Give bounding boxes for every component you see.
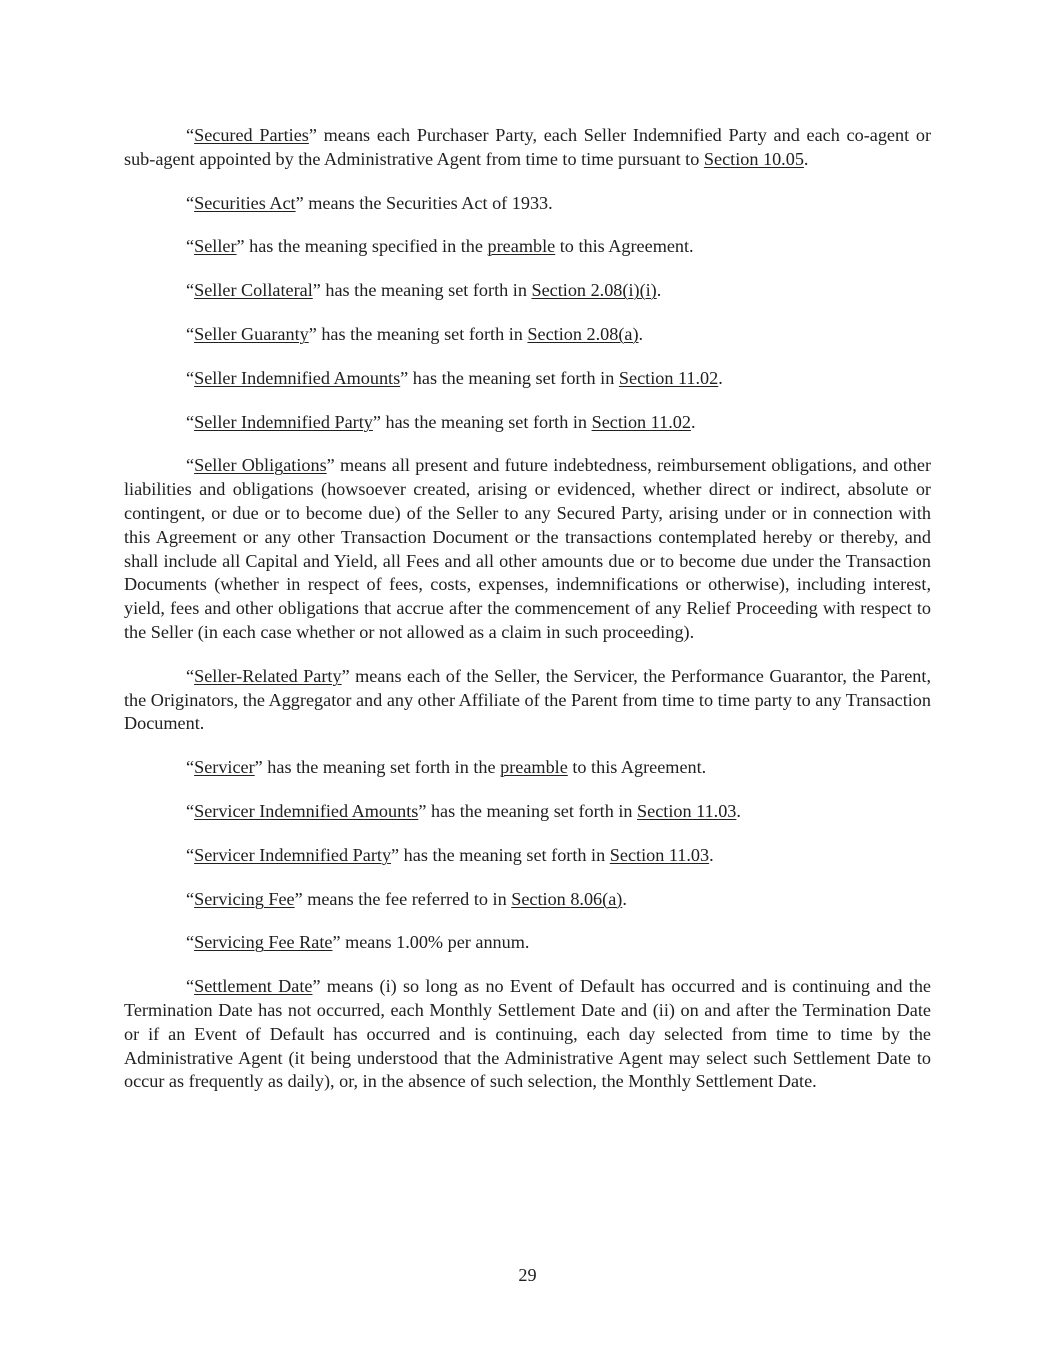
open-quote: “: [186, 932, 195, 953]
definition-tail: .: [622, 888, 627, 909]
definition-text: ” has the meaning set forth in: [308, 323, 528, 344]
defined-term: Seller Collateral: [194, 280, 313, 301]
open-quote: “: [186, 367, 195, 388]
definition-tail: .: [718, 367, 723, 388]
definition-securities-act: [124, 192, 931, 216]
section-reference: preamble: [500, 757, 568, 778]
definition-seller-collateral: [124, 279, 931, 303]
defined-term: Servicer Indemnified Party: [194, 844, 392, 865]
section-reference: Section 8.06(a): [511, 888, 623, 909]
open-quote: “: [186, 411, 195, 432]
definition-tail: .: [656, 280, 662, 301]
page-number: 29: [518, 1265, 537, 1285]
definition-seller-indemnified-amounts: [124, 367, 931, 391]
open-quote: “: [186, 844, 195, 865]
open-quote: “: [186, 236, 195, 257]
definition-text: ” means 1.00% per annum.: [332, 932, 530, 953]
defined-term: Servicer: [194, 757, 255, 778]
definition-text: ” has the meaning set forth in: [372, 411, 592, 432]
definitions-list: [124, 124, 931, 1114]
open-quote: “: [186, 125, 195, 145]
definition-text: ” has the meaning set forth in: [418, 800, 638, 821]
definition-tail: .: [736, 800, 741, 821]
definition-settlement-date: [124, 975, 931, 1094]
section-reference: Section 11.02: [591, 411, 691, 432]
definition-tail: to this Agreement.: [555, 236, 694, 257]
definition-text: ” has the meaning set forth in: [400, 367, 619, 388]
open-quote: “: [186, 976, 195, 997]
defined-term: Secured Parties: [194, 125, 309, 145]
definition-tail: .: [690, 411, 696, 432]
definition-seller: [124, 235, 931, 259]
open-quote: “: [186, 757, 195, 778]
definition-seller-obligations: [124, 454, 931, 644]
defined-term: Servicer Indemnified Amounts: [194, 800, 419, 821]
definition-seller-guaranty: [124, 323, 931, 347]
section-reference: Section 11.03: [637, 800, 737, 821]
defined-term: Seller Obligations: [194, 455, 327, 476]
open-quote: “: [186, 323, 195, 344]
defined-term: Seller-Related Party: [194, 665, 342, 686]
section-reference: Section 11.02: [618, 367, 719, 388]
defined-term: Seller: [194, 236, 237, 257]
definition-text: ” means each Purchaser Party, each Seller Indemnified Party and each co-agent or sub-agent appointed by the Administrative Agent from time to time pursuant to: [124, 125, 932, 169]
definition-seller-related-party: [124, 665, 931, 736]
definition-text: ” means each of the Seller, the Servicer, the Performance Guarantor, the Parent, the Originators, the Aggregator and any other Affiliate of the Parent from time to time party to any Transaction Document.: [124, 665, 931, 734]
defined-term: Securities Act: [194, 192, 296, 213]
section-reference: Section 2.08(i)(i): [531, 280, 657, 301]
definition-text: ” means all present and future indebtedness, reimbursement obligations, and other liabilities and obligations (howsoever created, arising or evidenced, whether direct or indirect, absolute or contingent, or due or to become due) of the Seller to any Secured Party, arising under or in connection with this Agreement or any other Transaction Document or the transactions contemplated hereby or thereby, and shall include all Capital and Yield, all Fees and all other amounts due or to become due under the Transaction Documents (whether in respect of fees, costs, expenses, indemnifications or otherwise), including interest, yield, fees and other obligations that accrue after the commencement of any Relief Proceeding with respect to the Seller (in each case whether or not allowed as a claim in such proceeding).: [124, 455, 931, 642]
section-reference: preamble: [487, 236, 556, 257]
definition-text: ” means the Securities Act of 1933.: [295, 192, 553, 213]
definition-tail: .: [638, 323, 644, 344]
definition-servicing-fee: [124, 888, 931, 912]
section-reference: Section 10.05: [703, 148, 804, 169]
defined-term: Seller Indemnified Amounts: [194, 367, 401, 388]
definition-tail: .: [803, 148, 809, 169]
definition-text: ” means the fee referred to in: [294, 888, 512, 909]
definition-servicer: [124, 756, 931, 780]
definition-tail: .: [709, 844, 714, 865]
section-reference: Section 11.03: [609, 844, 710, 865]
definition-text: ” has the meaning specified in the: [236, 236, 488, 257]
definition-text: ” has the meaning set forth in: [391, 844, 610, 865]
open-quote: “: [186, 192, 195, 213]
defined-term: Servicing Fee Rate: [194, 932, 333, 953]
definition-tail: to this Agreement.: [567, 757, 707, 778]
defined-term: Servicing Fee: [194, 888, 295, 909]
defined-term: Settlement Date: [194, 976, 313, 997]
section-reference: Section 2.08(a): [527, 323, 639, 344]
definition-servicer-indemnified-party: [124, 844, 931, 868]
defined-term: Seller Indemnified Party: [194, 411, 373, 432]
definition-seller-indemnified-party: [124, 411, 931, 435]
open-quote: “: [186, 888, 195, 909]
definition-text: ” means (i) so long as no Event of Default has occurred and is continuing and the Termination Date has not occurred, each Monthly Settlement Date and (ii) on and after the Termination Date or if an Event of Default has occurred and is continuing, each day selected from time to time by the Administrative Agent (it being understood that the Administrative Agent may select such Settlement Date to occur as frequently as daily), or, in the absence of such selection, the Monthly Settlement Date.: [124, 976, 931, 1092]
open-quote: “: [186, 665, 195, 686]
definition-text: ” has the meaning set forth in the: [254, 757, 501, 778]
definition-secured-parties: [124, 124, 931, 172]
definition-servicing-fee-rate: [124, 931, 931, 955]
open-quote: “: [186, 800, 195, 821]
definition-text: ” has the meaning set forth in: [312, 280, 532, 301]
open-quote: “: [186, 280, 195, 301]
definition-servicer-indemnified-amounts: [124, 800, 931, 824]
open-quote: “: [186, 455, 195, 476]
defined-term: Seller Guaranty: [194, 323, 309, 344]
